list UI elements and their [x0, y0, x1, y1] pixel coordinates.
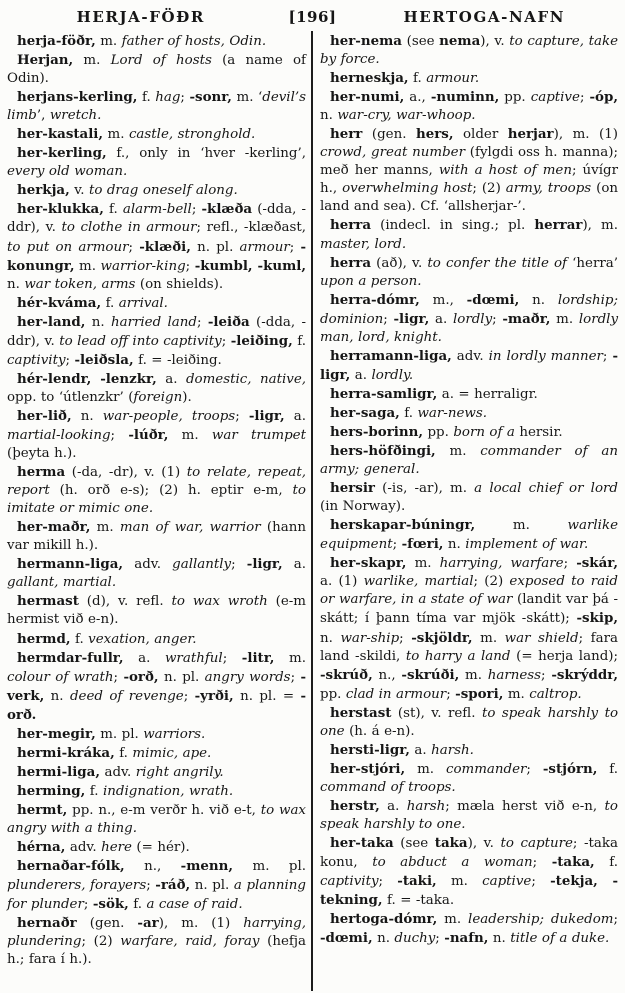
dictionary-entry: hers-borinn, pp. born of a hersir. [330, 423, 563, 440]
dictionary-entry: her-megir, m. pl. warriors. [17, 725, 206, 742]
dictionary-entry: herskapar-búningr, m. warlike equipment; -fœri, n. implement of war. [320, 517, 618, 553]
dictionary-entry: her-maðr, m. man of war, warrior (hann var mikill h.). [7, 519, 306, 554]
dictionary-entry: her-skapr, m. harrying, warfare; -skár, a. (1) warlike, martial; (2) exposed to raid or warfare, in a state of war (landit var þá -skátt; í þann tíma var mjök -skátt); -skip, n. war-ship; -skjöldr, m. war shield; fara land -skildi, to harry a land (= herja land); -skrúð, n., -skrúði, m. harness; -skrýddr, pp. clad in armour; -spori, m. caltrop. [320, 555, 619, 702]
dictionary-entry: hernaðr (gen. -ar), m. (1) harrying, plundering; (2) warfare, raid, foray (hefja h.; fara í h.). [7, 915, 306, 968]
dictionary-entry: her-kastali, m. castle, stronghold. [17, 126, 256, 143]
dictionary-entry: herra (indecl. in sing.; pl. herrar), m. master, lord. [320, 217, 618, 252]
dictionary-entry: her-lið, n. war-people, troops; -ligr, a. martial-looking; -lúðr, m. war trumpet (þeyta h.). [7, 407, 307, 462]
dictionary-entry: her-numi, a., -numinn, pp. captive; -óp, n. war-cry, war-whoop. [320, 89, 618, 124]
dictionary-entry: hermi-liga, adv. right angrily. [17, 763, 224, 780]
dictionary-entry: hérna, adv. here (= hér). [17, 839, 190, 856]
guide-word-left: HERJA-FÖÐR [76, 8, 205, 26]
dictionary-entry: her-klukka, f. alarm-bell; -klæða (-dda, -ddr), v. to clothe in armour; refl., -klæðast, to put on armour; -klæði, n. pl. armour; -konungr, m. warrior-king; -kumbl, -kuml, n. war token, arms (on shields). [7, 201, 307, 292]
dictionary-entry: herra-dómr, m., -dœmi, n. lordship; dominion; -ligr, a. lordly; -maðr, m. lordly man, lord, knight. [320, 291, 619, 345]
dictionary-entry: her-kerling, f., only in ‘hver -kerling’, every old woman. [7, 145, 306, 180]
page-header [0, 0, 625, 28]
dictionary-entry: hersir (-is, -ar), m. a local chief or lord (in Norway). [320, 480, 618, 515]
dictionary-entry: hér-kváma, f. arrival. [17, 294, 168, 311]
dictionary-entry: hertoga-dómr, m. leadership; dukedom; -dœmi, n. duchy; -nafn, n. title of a duke. [320, 911, 618, 947]
column-right [313, 31, 624, 991]
dictionary-entry: herkja, v. to drag oneself along. [17, 182, 238, 199]
dictionary-entry: herma (-da, -dr), v. (1) to relate, repeat, report (h. orð e-s); (2) h. eptir e-m, to imitate or mimic one. [7, 464, 306, 517]
dictionary-entry: herneskja, f. armour. [330, 70, 480, 87]
column-left [0, 31, 311, 991]
dictionary-entry: herstr, a. harsh; mæla herst við e-n, to speak harshly to one. [320, 797, 618, 832]
dictionary-entry: herr (gen. hers, older herjar), m. (1) crowd, great number (fylgdi oss h. manna); með her manns, with a host of men; úvígr h., overwhelming host; (2) army, troops (on land and sea). Cf. ‘allsherjar-’. [320, 126, 618, 215]
page-number: [196] [288, 8, 337, 26]
dictionary-entry: hermast (d), v. refl. to wax wroth (e-m hermist við e-n). [7, 593, 306, 628]
dictionary-entry: Herjan, m. Lord of hosts (a name of Odin). [7, 52, 306, 87]
dictionary-entry: herra-samligr, a. = herraligr. [330, 385, 538, 402]
dictionary-entry: herming, f. indignation, wrath. [17, 782, 234, 799]
dictionary-entry: herramann-liga, adv. in lordly manner; -ligr, a. lordly. [320, 347, 618, 383]
dictionary-entry: hermann-liga, adv. gallantly; -ligr, a. gallant, martial. [7, 556, 306, 591]
dictionary-entry: hermd, f. vexation, anger. [17, 630, 197, 647]
dictionary-entry: hers-höfðingi, m. commander of an army; general. [320, 443, 618, 478]
dictionary-entry: hernaðar-fólk, n., -menn, m. pl. plunderers, forayers; -ráð, n. pl. a planning for plunder; -sök, f. a case of raid. [7, 858, 307, 913]
guide-word-right: HERTOGA-NAFN [403, 8, 566, 26]
dictionary-entry: hermt, pp. n., e-m verðr h. við e-t, to wax angry with a thing. [7, 801, 306, 836]
dictionary-entry: herjans-kerling, f. hag; -sonr, m. ‘devil’s limb’, wretch. [7, 89, 307, 124]
dictionary-entry: her-taka (see taka), v. to capture; -taka konu, to abduct a woman; -taka, f. captivity; -taki, m. captive; -tekja, -tekning, f. = -taka. [320, 835, 619, 909]
dictionary-entry: herra (að), v. to confer the title of ‘herra’ upon a person. [320, 254, 618, 289]
dictionary-entry: herja-föðr, m. father of hosts, Odin. [17, 33, 267, 49]
dictionary-entry: her-stjóri, m. commander; -stjórn, f. command of troops. [320, 760, 618, 795]
dictionary-entry: hér-lendr, -lenzkr, a. domestic, native, opp. to ‘útlenzkr’ (foreign). [7, 370, 307, 405]
dictionary-entry: her-saga, f. war-news. [330, 404, 487, 421]
dictionary-entry: herstast (st), v. refl. to speak harshly to one (h. á e-n). [320, 704, 619, 739]
dictionary-entry: hersti-ligr, a. harsh. [330, 741, 474, 758]
dictionary-entry: her-land, n. harried land; -leiða (-dda, -ddr), v. to lead off into captivity; -leiðing, f. captivity; -leiðsla, f. = -leiðing. [7, 313, 307, 368]
dictionary-entry: hermdar-fullr, a. wrathful; -litr, m. colour of wrath; -orð, n. pl. angry words; -verk, n. deed of revenge; -yrði, n. pl. = -orð. [7, 649, 307, 723]
text-columns [0, 31, 625, 991]
dictionary-entry: hermi-kráka, f. mimic, ape. [17, 744, 212, 761]
dictionary-entry: her-nema (see nema), v. to capture, take by force. [320, 33, 618, 68]
